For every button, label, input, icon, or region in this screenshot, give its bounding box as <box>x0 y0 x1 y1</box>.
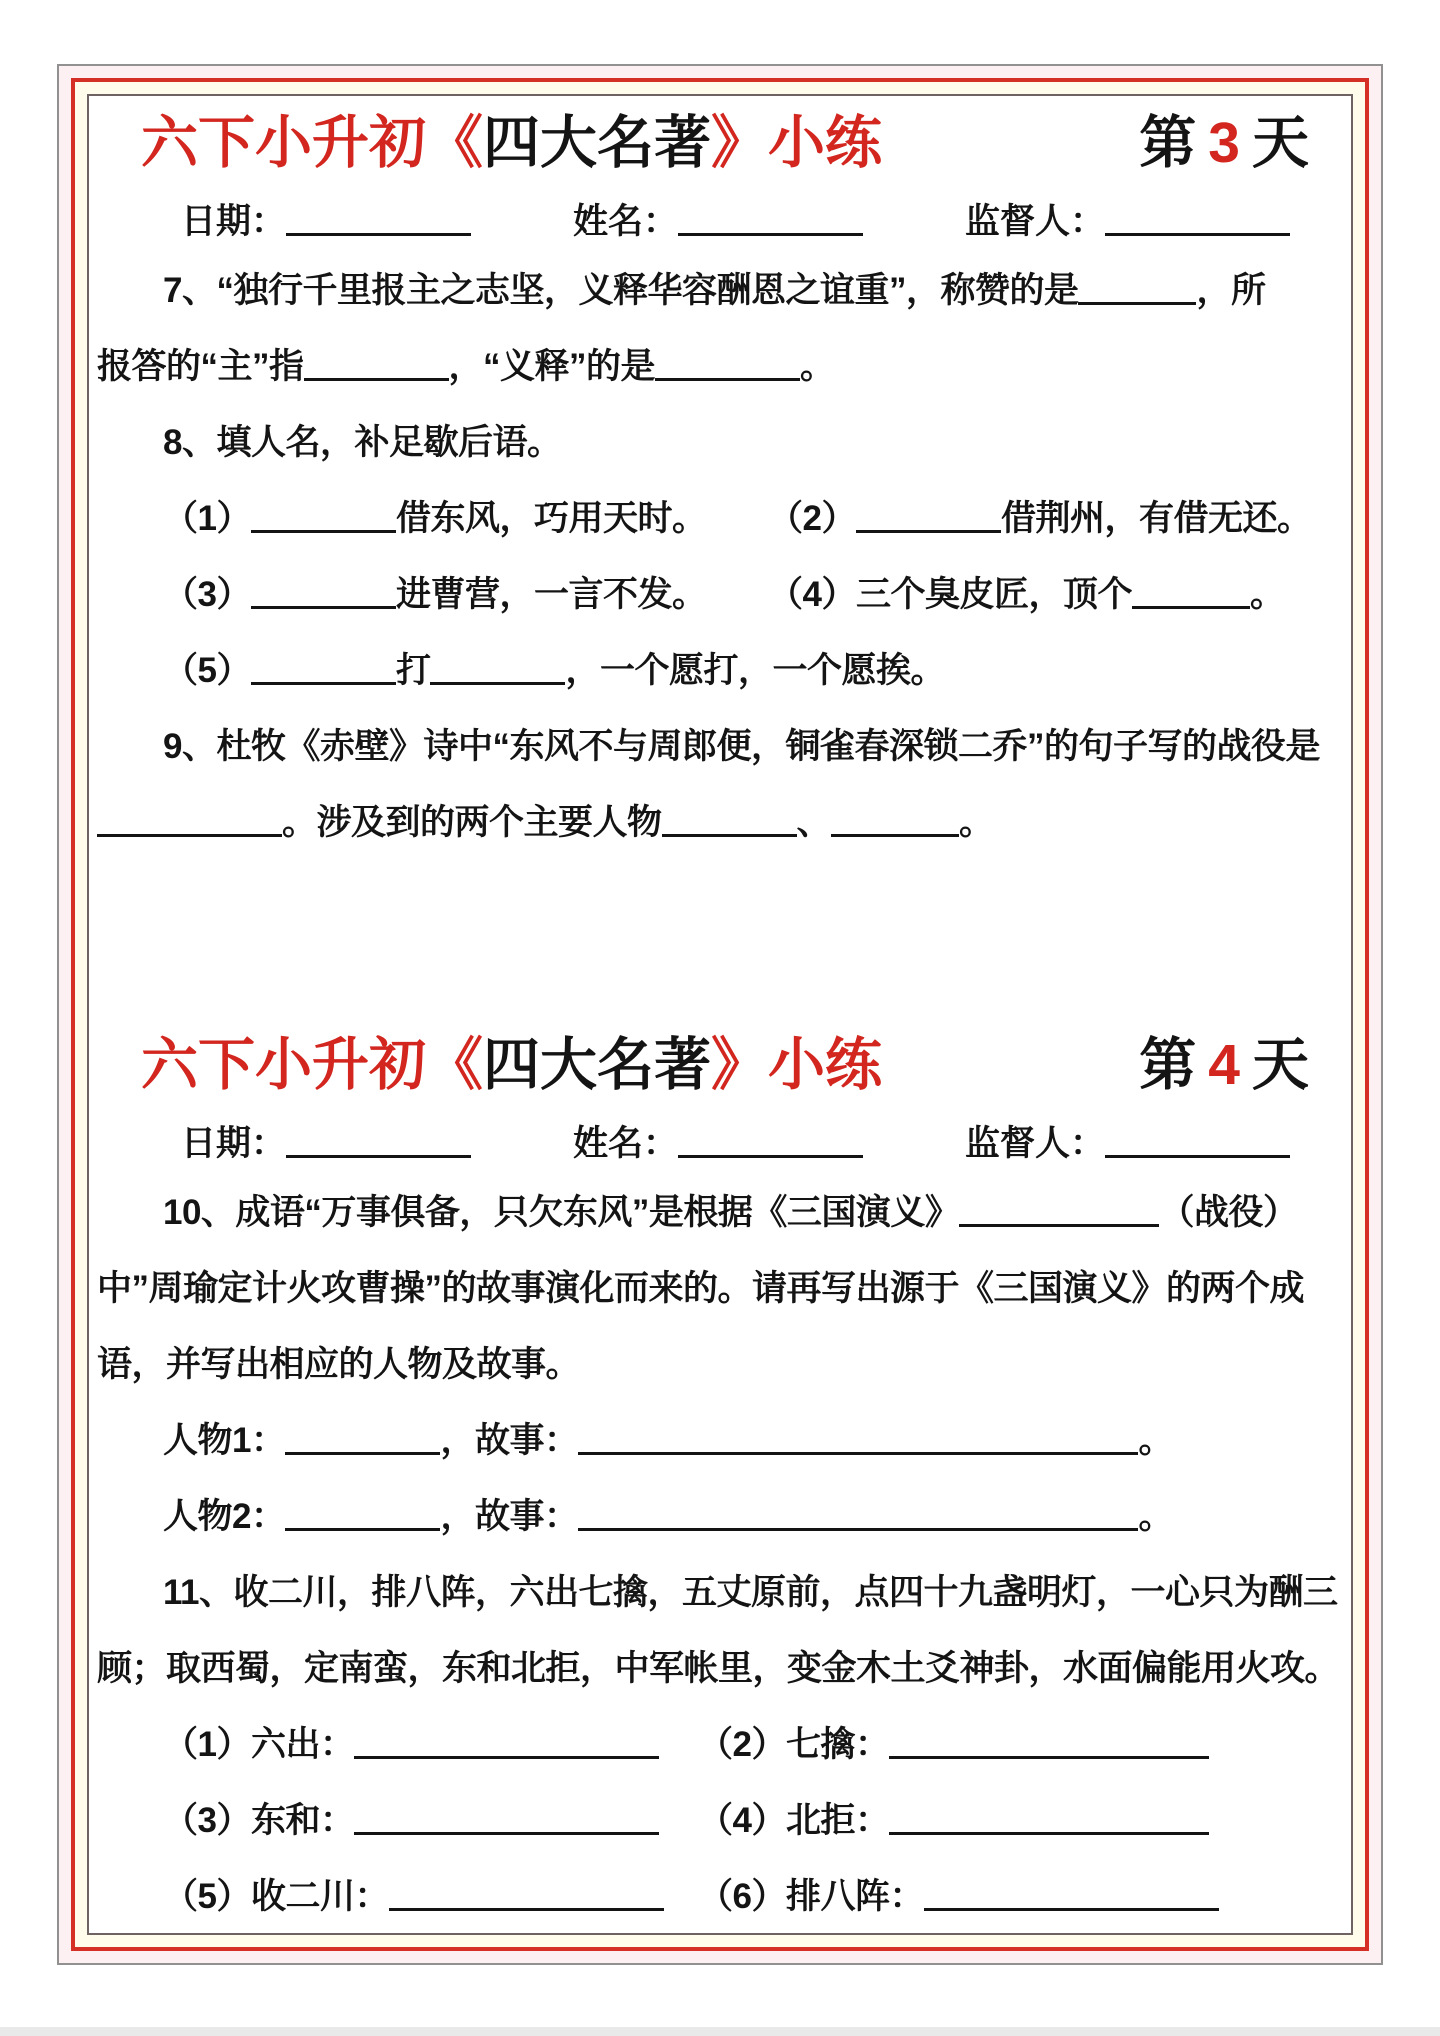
text-run: （2） <box>768 499 856 538</box>
title-open-bracket: 《 <box>426 1033 483 1097</box>
text-run: 。 <box>1249 575 1285 614</box>
outer-border-frame <box>57 64 1383 1965</box>
worksheet-line <box>97 554 1343 630</box>
fill-in-blank <box>251 500 396 533</box>
worksheet-line <box>97 1704 1343 1780</box>
text-run: 。 <box>1138 1421 1173 1460</box>
worksheet-line <box>97 402 1343 478</box>
day-prefix: 第 <box>1139 1033 1197 1097</box>
text-run: 借荆州，有借无还。 <box>1000 499 1312 538</box>
fill-in-blank <box>354 1802 659 1835</box>
worksheet-line <box>97 478 1343 554</box>
fill-in-blank <box>1132 576 1250 609</box>
text-run: ，所 <box>1196 271 1266 310</box>
text-run: （2）七擒： <box>698 1725 890 1764</box>
worksheet-line <box>97 1324 1343 1400</box>
title-close-bracket: 》 <box>711 1033 768 1097</box>
worksheet-content <box>97 96 1343 1932</box>
text-run: 。 <box>800 347 835 386</box>
name-field <box>573 1116 863 1166</box>
text-run: （5）收二川： <box>163 1877 389 1916</box>
title-book-name: 四大名著 <box>483 1033 711 1097</box>
question-lines <box>97 250 1343 858</box>
worksheet-line <box>97 1856 1343 1932</box>
text-run: 8、填人名，补足歇后语。 <box>163 423 562 462</box>
day-suffix: 天 <box>1252 111 1309 175</box>
title-red-prefix: 六下小升初 <box>141 111 426 175</box>
worksheet-line <box>97 250 1343 326</box>
date-label: 日期： <box>181 1124 287 1163</box>
text-run: 。 <box>959 803 994 842</box>
worksheet-line <box>97 1476 1343 1552</box>
worksheet-line <box>97 782 1343 858</box>
line-column <box>768 491 1343 541</box>
worksheet-title <box>141 1019 882 1101</box>
worksheet-line <box>97 326 1343 402</box>
text-run: 打 <box>395 651 431 690</box>
text-run: 10、成语“万事俱备，只欠东风”是根据《三国演义》 <box>163 1193 960 1232</box>
worksheet-line <box>97 1172 1343 1248</box>
fill-in-blank <box>354 1726 659 1759</box>
fill-in-blank <box>662 804 797 837</box>
line-column <box>163 491 768 541</box>
text-run: 、 <box>796 803 832 842</box>
date-field <box>181 1116 471 1166</box>
text-run: ，故事： <box>440 1421 579 1460</box>
meta-row <box>97 1110 1343 1172</box>
day-badge <box>1139 1019 1309 1101</box>
title-book-name: 四大名著 <box>483 111 711 175</box>
supervisor-label: 监督人： <box>965 1124 1106 1163</box>
text-run: 进曹营，一言不发。 <box>395 575 707 614</box>
text-run: 11、收二川，排八阵，六出七擒，五丈原前，点四十九盏明灯，一心只为酬三 <box>163 1573 1338 1612</box>
day-number: 4 <box>1208 1033 1240 1097</box>
name-field <box>573 194 863 244</box>
title-red-prefix: 六下小升初 <box>141 1033 426 1097</box>
fill-in-blank <box>97 804 282 837</box>
title-red-suffix: 小练 <box>768 1033 882 1097</box>
supervisor-field <box>965 194 1290 244</box>
worksheet-line <box>97 706 1343 782</box>
text-run: 人物2： <box>163 1497 286 1536</box>
text-run: 。涉及到的两个主要人物 <box>282 803 662 842</box>
fill-in-blank <box>389 1878 664 1911</box>
fill-in-blank <box>430 652 565 685</box>
title-red-suffix: 小练 <box>768 111 882 175</box>
line-column <box>163 1793 698 1843</box>
line-column <box>163 1869 698 1919</box>
fill-in-blank <box>924 1878 1219 1911</box>
day-number: 3 <box>1208 111 1240 175</box>
section-title <box>97 96 1343 180</box>
fill-in-blank <box>655 348 800 381</box>
name-fill-blank <box>678 203 863 236</box>
name-label: 姓名： <box>573 202 679 241</box>
text-run: ，一个愿打，一个愿挨。 <box>565 651 945 690</box>
fill-in-blank <box>251 576 396 609</box>
worksheet-line <box>97 1780 1343 1856</box>
supervisor-fill-blank <box>1105 203 1290 236</box>
text-run: （4）三个臭皮匠，顶个 <box>768 575 1132 614</box>
title-close-bracket: 》 <box>711 111 768 175</box>
text-run: 7、“独行千里报主之志坚，义释华容酬恩之谊重”，称赞的是 <box>163 271 1079 310</box>
date-field <box>181 194 471 244</box>
fill-in-blank <box>959 1194 1159 1227</box>
day-badge <box>1139 97 1309 179</box>
text-run: 。 <box>1138 1497 1173 1536</box>
section-title <box>97 1018 1343 1102</box>
text-run: 顾；取西蜀，定南蛮，东和北拒，中军帐里，变金木土爻神卦，水面偏能用火攻。 <box>97 1649 1340 1688</box>
text-run: 9、杜牧《赤壁》诗中“东风不与周郎便，铜雀春深锁二乔”的句子写的战役是 <box>163 727 1320 766</box>
text-run: （3） <box>163 575 251 614</box>
line-column <box>163 567 768 617</box>
line-column <box>698 1717 1343 1767</box>
fill-in-blank <box>578 1422 1138 1455</box>
text-run: （4）北拒： <box>698 1801 890 1840</box>
text-run: 报答的“主”指 <box>97 347 304 386</box>
text-run: 中”周瑜定计火攻曹操”的故事演化而来的。请再写出源于《三国演义》的两个成 <box>97 1269 1305 1308</box>
worksheet-title <box>141 97 882 179</box>
text-run: （1）六出： <box>163 1725 355 1764</box>
worksheet-line <box>97 630 1343 706</box>
date-fill-blank <box>286 203 471 236</box>
worksheet-day-3-section <box>97 96 1343 858</box>
question-lines <box>97 1172 1343 1932</box>
text-run: ，“义释”的是 <box>448 347 656 386</box>
text-run: （5） <box>163 651 251 690</box>
scan-edge-strip <box>0 2027 1440 2036</box>
line-column <box>163 1717 698 1767</box>
text-run: 语，并写出相应的人物及故事。 <box>97 1345 581 1384</box>
fill-in-blank <box>578 1498 1138 1531</box>
worksheet-line <box>97 1552 1343 1628</box>
line-column <box>768 567 1343 617</box>
worksheet-line <box>97 1248 1343 1324</box>
supervisor-field <box>965 1116 1290 1166</box>
fill-in-blank <box>285 1422 440 1455</box>
text-run: （3）东和： <box>163 1801 355 1840</box>
fill-in-blank <box>304 348 449 381</box>
fill-in-blank <box>831 804 959 837</box>
text-run: （战役） <box>1159 1193 1298 1232</box>
fill-in-blank <box>856 500 1001 533</box>
fill-in-blank <box>285 1498 440 1531</box>
worksheet-line <box>97 1400 1343 1476</box>
fill-in-blank <box>1078 272 1196 305</box>
fill-in-blank <box>889 1802 1209 1835</box>
day-prefix: 第 <box>1139 111 1197 175</box>
text-run: 人物1： <box>163 1421 286 1460</box>
name-label: 姓名： <box>573 1124 679 1163</box>
line-column <box>698 1793 1343 1843</box>
text-run: 借东风，巧用天时。 <box>395 499 707 538</box>
title-open-bracket: 《 <box>426 111 483 175</box>
worksheet-line <box>97 1628 1343 1704</box>
line-column <box>698 1869 1343 1919</box>
text-run: （6）排八阵： <box>698 1877 924 1916</box>
inner-border-frame <box>87 94 1353 1935</box>
supervisor-label: 监督人： <box>965 202 1106 241</box>
name-fill-blank <box>678 1125 863 1158</box>
meta-row <box>97 188 1343 250</box>
worksheet-day-4-section <box>97 1018 1343 1932</box>
day-suffix: 天 <box>1252 1033 1309 1097</box>
date-fill-blank <box>286 1125 471 1158</box>
date-label: 日期： <box>181 202 287 241</box>
supervisor-fill-blank <box>1105 1125 1290 1158</box>
text-run: ，故事： <box>440 1497 579 1536</box>
text-run: （1） <box>163 499 251 538</box>
red-border-frame <box>71 78 1369 1951</box>
fill-in-blank <box>889 1726 1209 1759</box>
fill-in-blank <box>251 652 396 685</box>
